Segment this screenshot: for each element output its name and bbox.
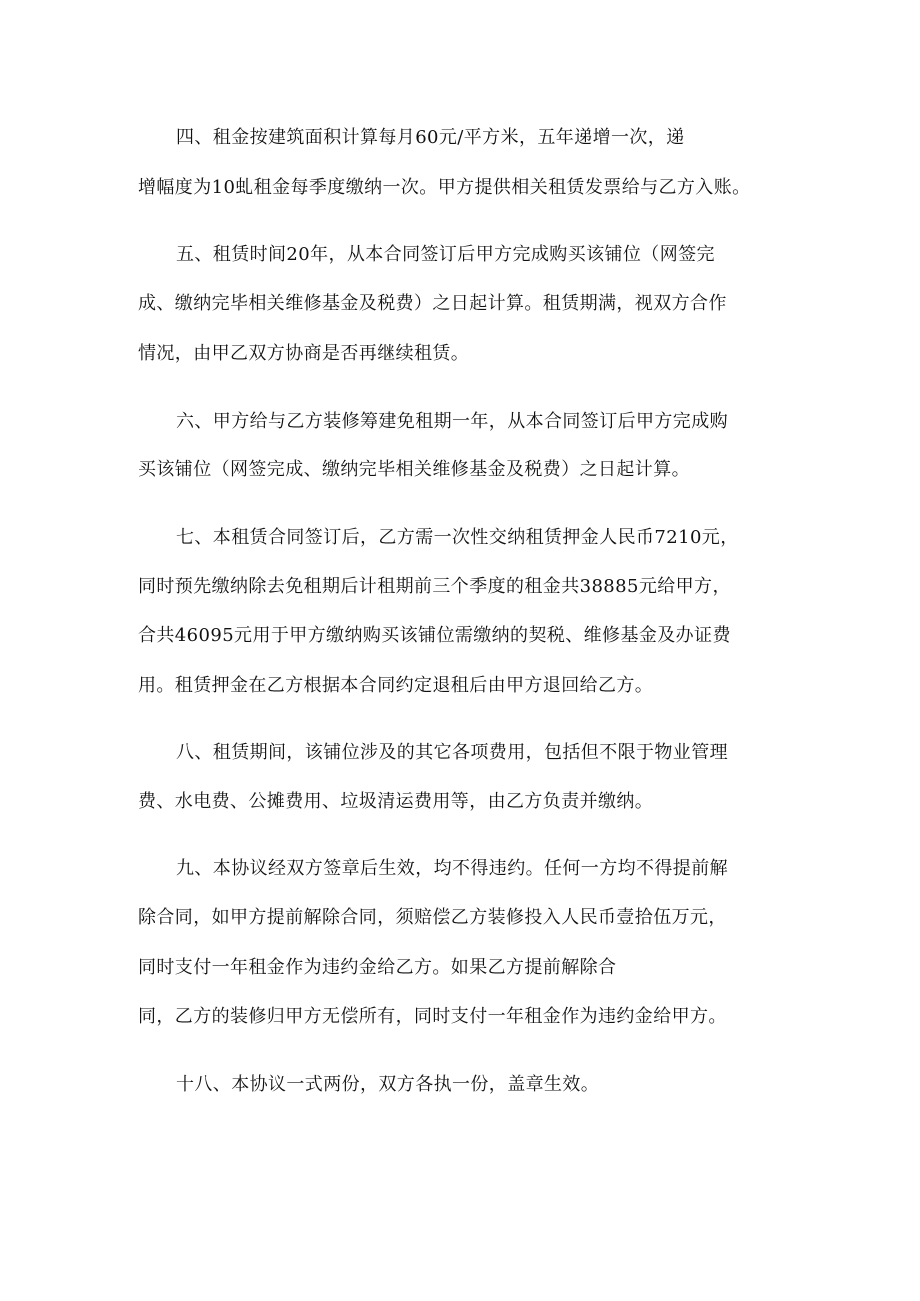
clause-9-line-1: 九、本协议经双方签章后生效，均不得违约。任何一方均不得提前解 bbox=[176, 858, 728, 879]
clause-4-line-1: 四、租金按建筑面积计算每月60元/平方米，五年递增一次，递 bbox=[176, 127, 685, 148]
clause-4-line-2: 增幅度为10虬租金每季度缴纳一次。甲方提供相关租赁发票给与乙方入账。 bbox=[138, 177, 751, 198]
clause-6-line-2: 买该铺位（网签完成、缴纳完毕相关维修基金及税费）之日起计算。 bbox=[138, 459, 690, 480]
clause-9-line-2: 除合同，如甲方提前解除合同，须赔偿乙方装修投入人民币壹拾伍万元， bbox=[138, 907, 727, 928]
clause-18-line-1: 十八、本协议一式两份，双方各执一份，盖章生效。 bbox=[176, 1074, 600, 1095]
clause-5-line-3: 情况，由甲乙双方协商是否再继续租赁。 bbox=[138, 343, 470, 364]
clause-9-line-4: 同，乙方的装修归甲方无偿所有，同时支付一年租金作为违约金给甲方。 bbox=[138, 1006, 727, 1027]
clause-6-line-1: 六、甲方给与乙方装修筹建免租期一年，从本合同签订后甲方完成购 bbox=[176, 411, 728, 432]
clause-5-line-1: 五、租赁时间20年，从本合同签订后甲方完成购买该铺位（网签完 bbox=[176, 244, 715, 265]
clause-7-line-4: 用。租赁押金在乙方根据本合同约定退租后由甲方退回给乙方。 bbox=[138, 675, 654, 696]
clause-5-line-2: 成、缴纳完毕相关维修基金及税费）之日起计算。租赁期满，视双方合作 bbox=[138, 293, 727, 314]
clause-9-line-3: 同时支付一年租金作为违约金给乙方。如果乙方提前解除合 bbox=[138, 957, 617, 978]
clause-7-line-2: 同时预先缴纳除去免租期后计租期前三个季度的租金共38885元给甲方， bbox=[138, 576, 731, 597]
clause-8-line-1: 八、租赁期间，该铺位涉及的其它各项费用，包括但不限于物业管理 bbox=[176, 742, 728, 763]
clause-8-line-2: 费、水电费、公摊费用、垃圾清运费用等，由乙方负责并缴纳。 bbox=[138, 791, 654, 812]
clause-7-line-3: 合共46095元用于甲方缴纳购买该铺位需缴纳的契税、维修基金及办证费 bbox=[138, 625, 731, 646]
clause-7-line-1: 七、本租赁合同签订后，乙方需一次性交纳租赁押金人民币7210元， bbox=[176, 527, 739, 548]
